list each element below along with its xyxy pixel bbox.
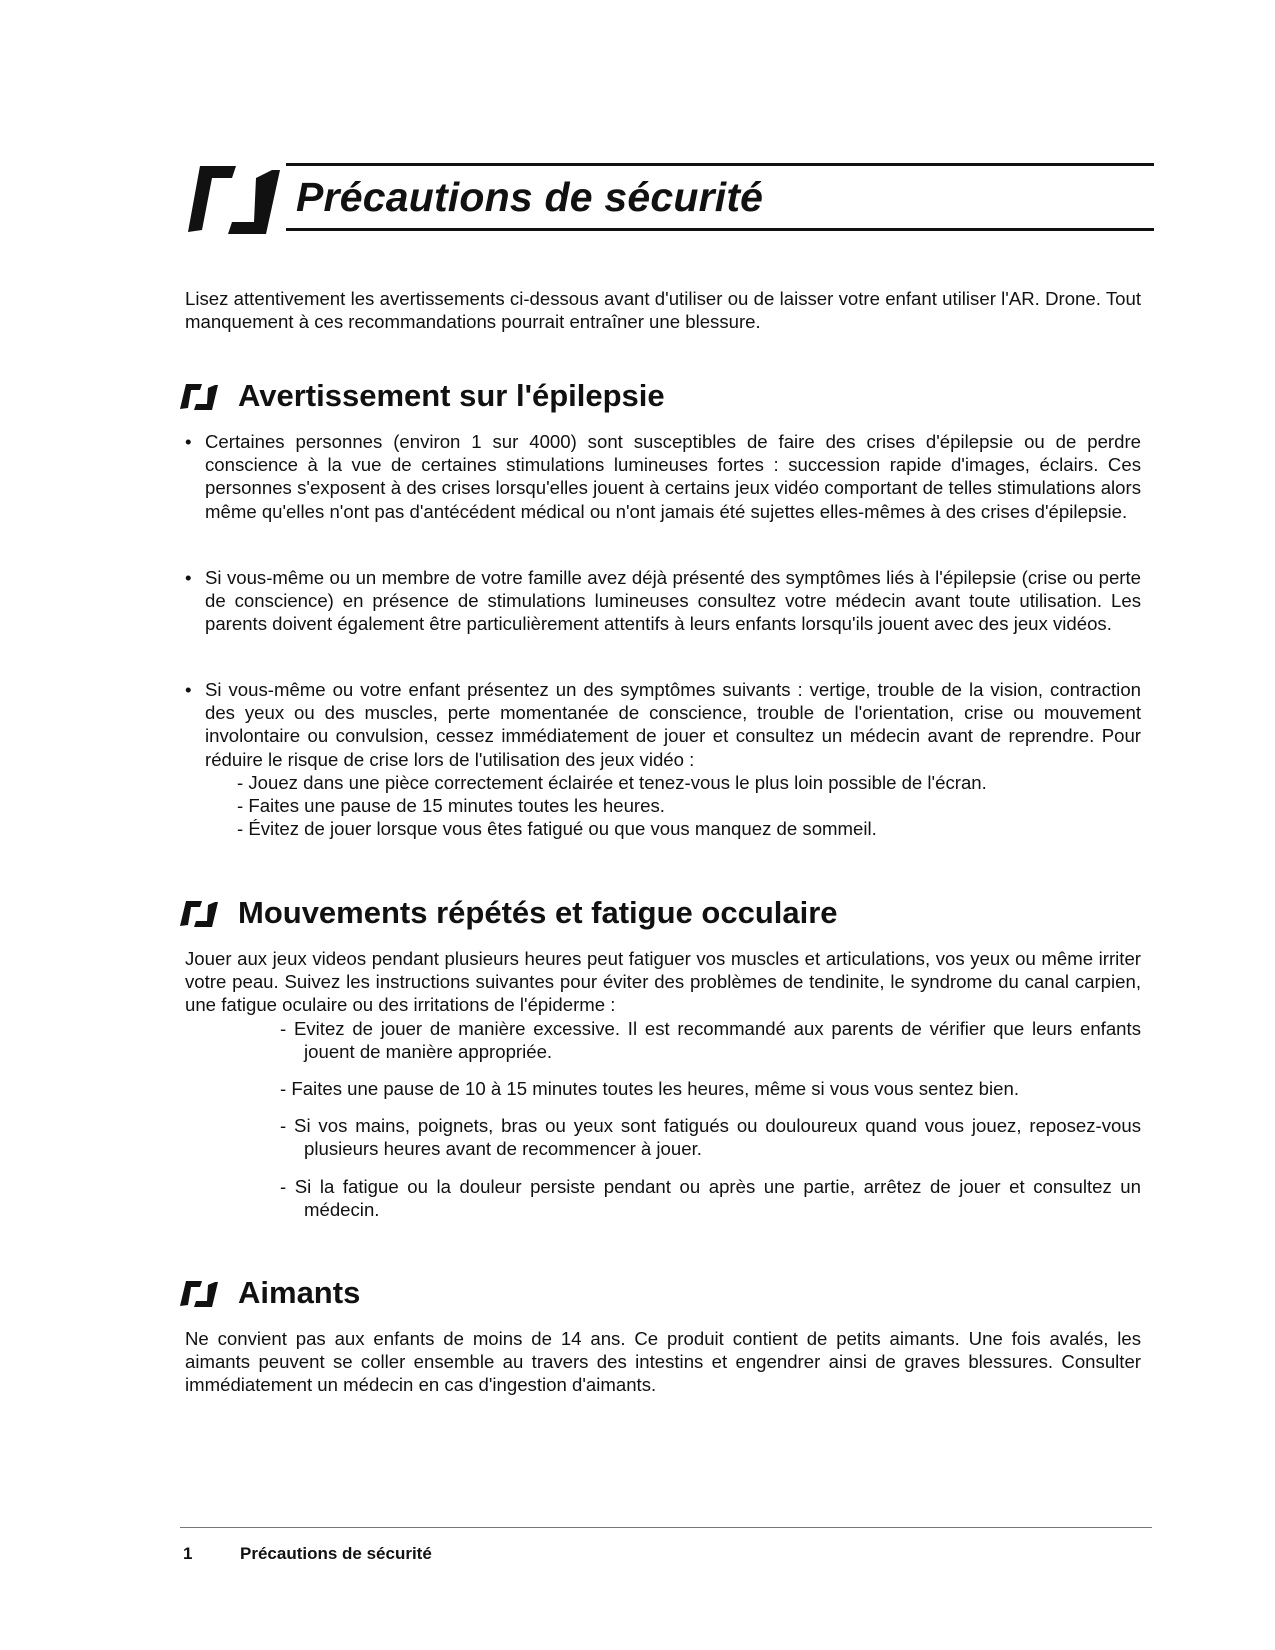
bullet-text: Si vous-même ou votre enfant présentez un des symptômes suivants : vertige, trouble de la vision, contraction des yeux ou des muscles, perte momentanée de conscience, trouble de l'orientation, crise ou mouvement involontaire ou convulsion, cessez immédiatement de jouer et consultez un médecin avant de reprendre. Pour réduire le risque de crise lors de l'utilisation des jeux vidéo : <box>205 679 1141 770</box>
page-header <box>186 160 1154 236</box>
header-rule-bottom <box>286 228 1154 231</box>
section-title: Mouvements répétés et fatigue occulaire <box>238 895 838 930</box>
footer-rule <box>180 1527 1152 1528</box>
section-title: Aimants <box>238 1275 361 1310</box>
bullet-icon: • <box>185 567 192 588</box>
sub-item: - Évitez de jouer lorsque vous êtes fatigué ou que vous manquez de sommeil. <box>237 818 877 840</box>
bullet-icon: • <box>185 431 192 452</box>
section-bracket-icon <box>180 1279 218 1309</box>
footer-title: Précautions de sécurité <box>240 1544 432 1563</box>
bullet-icon: • <box>185 679 192 700</box>
list-item: - Evitez de jouer de manière excessive. Il est recommandé aux parents de vérifier que leurs enfants jouent de manière appropriée. <box>280 1018 1141 1063</box>
list-item: - Si vos mains, poignets, bras ou yeux sont fatigués ou douloureux quand vous jouez, reposez-vous plusieurs heures avant de recommencer à jouer. <box>280 1115 1141 1160</box>
brand-bracket-icon <box>186 164 282 236</box>
list-item: • Certaines personnes (environ 1 sur 4000) sont susceptibles de faire des crises d'épilepsie ou de perdre conscience à la vue de certaines stimulations lumineuses fortes : succession rapide d'images, éclairs. Ces personnes s'exposent à des crises lorsqu'elles jouent à certains jeux vidéo comportant de telles stimulations alors même qu'elles n'ont pas d'antécédent médical ou n'ont jamais été sujettes elles-mêmes à des crises d'épilepsie. <box>185 431 1141 522</box>
sub-item: - Faites une pause de 15 minutes toutes les heures. <box>237 795 665 817</box>
list-item: • Si vous-même ou un membre de votre famille avez déjà présenté des symptômes liés à l'épilepsie (crise ou perte de conscience) en présence de stimulations lumineuses consultez votre médecin avant toute utilisation. Les parents doivent également être particulièrement attentifs à leurs enfants lorsqu'ils jouent avec des jeux vidéos. <box>185 567 1141 635</box>
list-item: - Faites une pause de 10 à 15 minutes toutes les heures, même si vous vous sentez bien. <box>280 1078 1020 1099</box>
header-rule-top <box>286 163 1154 166</box>
intro-paragraph: Lisez attentivement les avertissements ci-dessous avant d'utiliser ou de laisser votre enfant utiliser l'AR. Drone. Tout manquement à ces recommandations pourrait entraîner une blessure. <box>185 288 1141 333</box>
page-number: 1 <box>183 1544 193 1563</box>
section-bracket-icon <box>180 382 218 412</box>
list-item <box>185 678 1141 840</box>
magnets-paragraph: Ne convient pas aux enfants de moins de 14 ans. Ce produit contient de petits aimants. Une fois avalés, les aimants peuvent se coller ensemble au travers des intestins et engendrer ainsi de graves blessures. Consulter immédiatement un médecin en cas d'ingestion d'aimants. <box>185 1328 1141 1396</box>
list-item: - Si la fatigue ou la douleur persiste pendant ou après une partie, arrêtez de jouer et consultez un médecin. <box>280 1176 1141 1221</box>
section-title: Avertissement sur l'épilepsie <box>238 378 665 413</box>
sub-item: - Jouez dans une pièce correctement éclairée et tenez-vous le plus loin possible de l'écran. <box>237 771 987 793</box>
section-bracket-icon <box>180 899 218 929</box>
eyestrain-intro: Jouer aux jeux videos pendant plusieurs heures peut fatiguer vos muscles et articulations, vos yeux ou même irriter votre peau. Suivez les instructions suivantes pour éviter des problèmes de tendinite, le syndrome du canal carpien, une fatigue oculaire ou des irritations de l'épiderme : <box>185 948 1141 1016</box>
page-title: Précautions de sécurité <box>296 174 764 220</box>
